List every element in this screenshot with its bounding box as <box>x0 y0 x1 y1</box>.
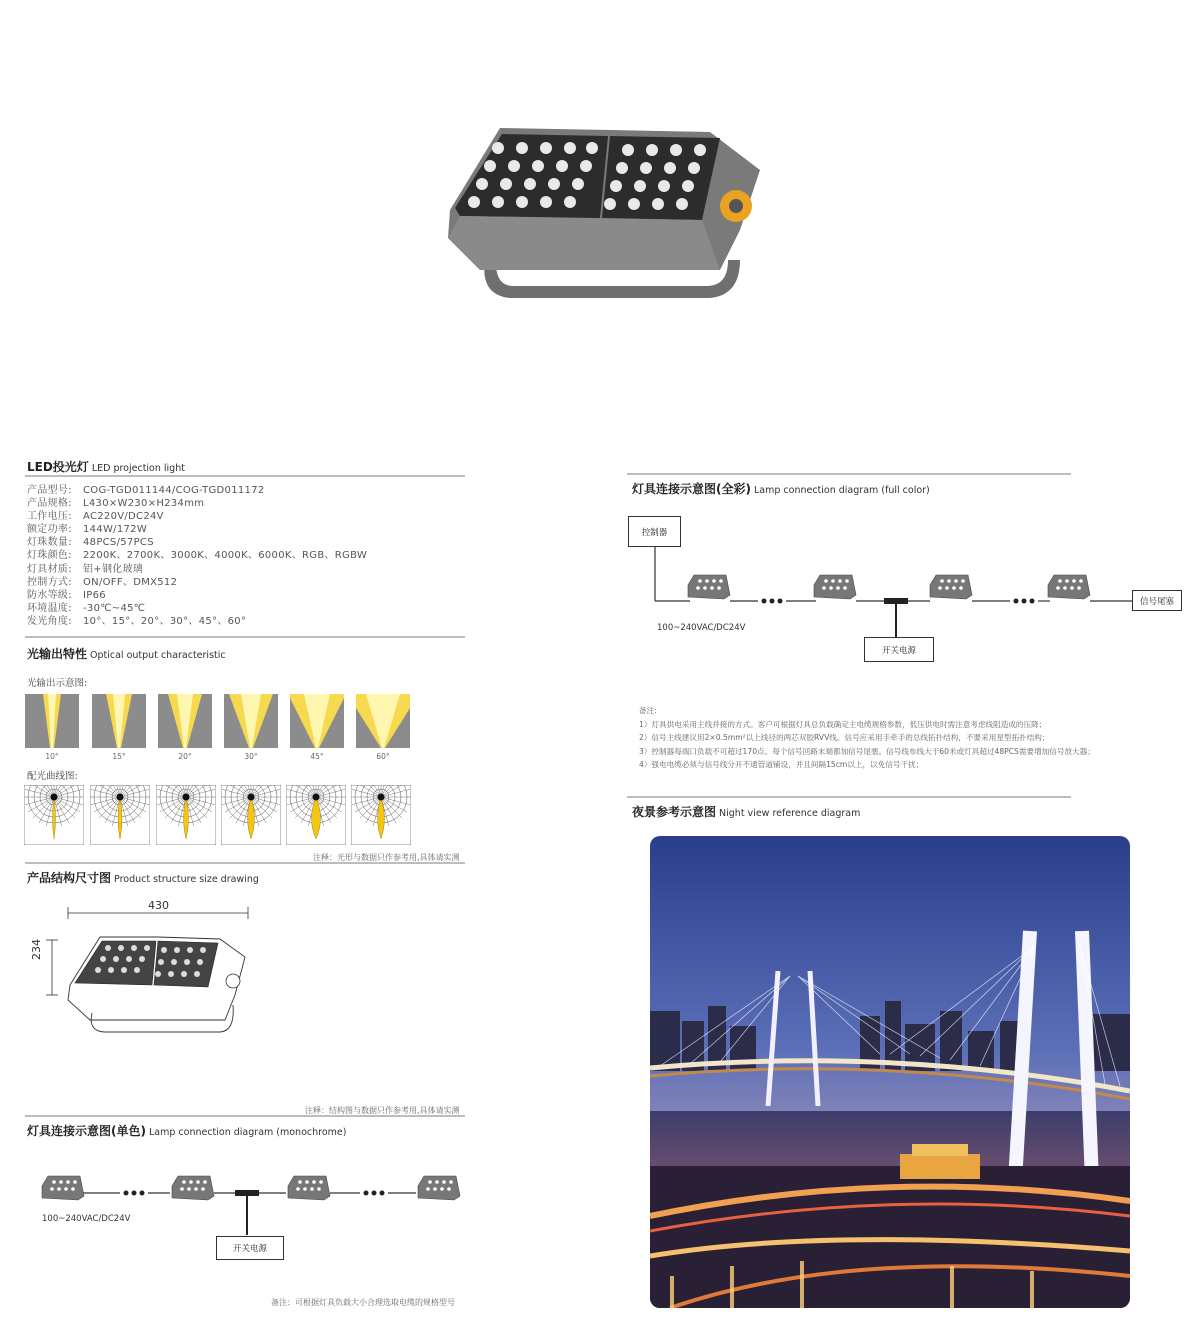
divider <box>627 796 1071 798</box>
mono-note: 备注：可根据灯具负载大小合理选取电缆的规格型号 <box>271 1298 455 1307</box>
beam-angle-label: 20° <box>178 752 192 761</box>
spec-key: 工作电压: <box>27 511 72 523</box>
spec-row <box>27 497 367 510</box>
divider <box>25 475 465 477</box>
divider <box>25 862 465 864</box>
light-distribution-curve <box>351 785 411 845</box>
divider <box>25 636 465 638</box>
spec-value: COG-TGD011144/COG-TGD011172 <box>83 485 265 496</box>
spec-row <box>27 563 367 576</box>
spec-key: 产品规格: <box>27 498 72 510</box>
beam-icon <box>92 694 146 748</box>
lamp-icon <box>42 1176 460 1200</box>
spec-key: 灯珠颜色: <box>27 550 72 562</box>
note-line: 4）强电电缆必须与信号线分开不通管道铺设，并且间隔15cm以上，以免信号干扰； <box>639 760 924 769</box>
beam-icon <box>224 694 278 748</box>
structure-note: 注释：结构图与数据只作参考用,具体请实测 <box>305 1106 460 1115</box>
connection-notes <box>639 704 1095 772</box>
note-line: 3）控制器每端口负载不可超过170点。每个信号回路末端都加信号尾塞。信号线布线大于60米或灯具超过48PCS需要增加信号放大器； <box>639 746 1095 756</box>
light-distribution-curve <box>90 785 150 845</box>
night-title <box>632 803 860 820</box>
spec-key: 发光角度: <box>27 615 72 627</box>
beam-angle-label: 45° <box>310 752 324 761</box>
lamp-icon <box>688 575 1090 599</box>
spec-key: 产品型号: <box>27 485 72 496</box>
spec-row <box>27 576 367 589</box>
note-line: 2）信号主线建议用2×0.5mm²以上线径的两芯双胶RVV线。信号应采用手牵手的总线拓扑结构，不要采用星型拓扑结构； <box>639 733 1050 742</box>
spec-row <box>27 510 367 523</box>
structure-drawing <box>30 895 260 1045</box>
spec-value: 144W/172W <box>83 524 148 536</box>
spec-value: IP66 <box>83 589 106 601</box>
structure-title-cn: 产品结构尺寸图 <box>27 871 112 885</box>
optical-note: 注释：光形与数据只作参考用,具体请实测 <box>313 853 460 862</box>
beam-angle-label: 10° <box>45 752 59 761</box>
controller-box: 控制器 <box>628 516 681 547</box>
beam-angle-label: 30° <box>244 752 258 761</box>
spec-key: 灯具材质: <box>27 563 72 575</box>
notes-title: 备注: <box>639 706 657 715</box>
product-title-en: LED projection light <box>91 463 185 474</box>
spec-row <box>27 602 367 615</box>
optical-title-en: Optical output characteristic <box>90 650 226 661</box>
spec-list <box>27 484 367 628</box>
spec-row <box>27 615 367 628</box>
spec-key: 额定功率: <box>27 524 72 536</box>
beam-angle-label: 60° <box>376 752 390 761</box>
spec-key: 防水等级: <box>27 589 72 601</box>
spec-value: L430×W230×H234mm <box>83 498 205 510</box>
beam-angle-label: 15° <box>112 752 126 761</box>
width-dimension: 430 <box>148 899 169 912</box>
spec-row <box>27 523 367 536</box>
spec-row <box>27 484 367 497</box>
mono-title-en: Lamp connection diagram (monochrome) <box>148 1127 347 1138</box>
beam-icon <box>290 694 344 748</box>
spec-value: 48PCS/57PCS <box>83 537 154 549</box>
beam-icon <box>158 694 212 748</box>
mono-power-supply-box: 开关电源 <box>216 1236 284 1260</box>
full-power-supply-box: 开关电源 <box>864 637 934 662</box>
night-title-en: Night view reference diagram <box>719 808 861 819</box>
optical-title-cn: 光输出特性 <box>27 647 88 661</box>
spec-value: 2200K、2700K、3000K、4000K、6000K、RGB、RGBW <box>83 550 368 562</box>
mono-title <box>27 1122 346 1139</box>
product-title-cn: LED投光灯 <box>27 460 89 474</box>
full-voltage: 100~240VAC/DC24V <box>657 623 746 633</box>
divider <box>25 1115 465 1117</box>
spec-row <box>27 549 367 562</box>
spec-value: 10°、15°、20°、30°、45°、60° <box>83 615 247 627</box>
beam-icon <box>25 694 79 748</box>
structure-title <box>27 869 259 886</box>
spec-key: 控制方式: <box>27 576 72 588</box>
beam-diagram-label: 光输出示意图: <box>27 678 88 689</box>
light-distribution-curve <box>221 785 281 845</box>
optical-title <box>27 645 226 662</box>
spec-value: 铝+钢化玻璃 <box>83 563 144 575</box>
spec-value: AC220V/DC24V <box>83 511 164 523</box>
product-title <box>27 458 185 475</box>
divider <box>627 473 1071 475</box>
spec-row <box>27 589 367 602</box>
light-distribution-curve <box>24 785 84 845</box>
curve-diagram-label: 配光曲线图: <box>27 771 78 782</box>
full-title <box>632 480 930 497</box>
full-title-cn: 灯具连接示意图(全彩) <box>632 482 751 496</box>
height-dimension: 234 <box>30 939 43 960</box>
beam-icon <box>356 694 410 748</box>
hero-product-image <box>440 120 780 310</box>
structure-title-en: Product structure size drawing <box>114 874 259 885</box>
light-distribution-curve <box>286 785 346 845</box>
mono-title-cn: 灯具连接示意图(单色) <box>27 1124 146 1138</box>
full-title-en: Lamp connection diagram (full color) <box>753 485 930 496</box>
spec-key: 环境温度: <box>27 602 72 614</box>
note-line: 1）灯具供电采用主线并接的方式。客户可根据灯具总负载确定主电缆规格参数，低压供电时需注意考虑线阻造成的压降； <box>639 719 1047 729</box>
spec-key: 灯珠数量: <box>27 537 72 549</box>
mono-voltage: 100~240VAC/DC24V <box>42 1214 131 1224</box>
signal-tail-box: 信号尾塞 <box>1132 590 1182 611</box>
light-distribution-curve <box>156 785 216 845</box>
spec-value: ON/OFF、DMX512 <box>83 576 178 588</box>
night-title-cn: 夜景参考示意图 <box>632 805 717 819</box>
night-view-image <box>650 836 1130 1308</box>
spec-row <box>27 536 367 549</box>
spec-value: -30℃~45℃ <box>83 602 146 614</box>
